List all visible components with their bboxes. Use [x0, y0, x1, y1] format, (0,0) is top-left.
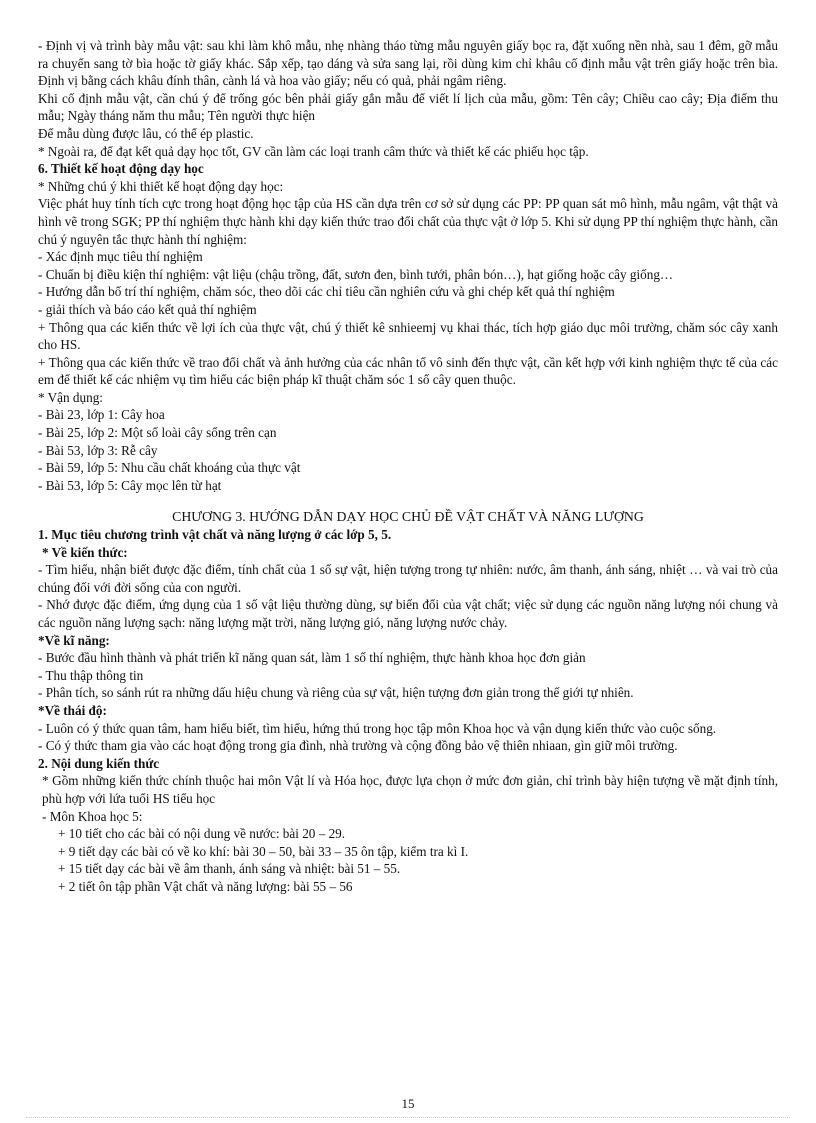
skill-item: - Bước đầu hình thành và phát triển kĩ năng quan sát, làm 1 số thí nghiệm, thực hành khoa học đơn giản	[38, 650, 586, 666]
footer-divider	[26, 1117, 790, 1118]
attitude-item: - Có ý thức tham gia vào các hoạt động trong gia đình, nhà trường và cộng đồng bảo vệ thiên nhiaan, gìn giữ môi trường.	[38, 738, 678, 754]
experiment-step: - Hướng dẫn bố trí thí nghiệm, chăm sóc, theo dõi các chỉ tiêu cần nghiên cứu và ghi chép kết quả thí nghiệm	[38, 284, 615, 300]
plus-point: + Thông qua các kiến thức về trao đổi chất và ảnh hưởng của các nhân tố vô sinh đến thực vật, cần kết hợp với kinh nghiệm thực tế của các em để thiết kế các nhiệm vụ tìm hiểu các biện pháp kĩ thuật chăm sóc 1 số cây quen thuộc.	[38, 354, 778, 388]
lesson-item: - Bài 23, lớp 1: Cây hoa	[38, 407, 165, 423]
apply-label: * Vận dụng:	[38, 389, 103, 405]
skills-label: *Về kĩ năng:	[38, 632, 110, 648]
section-heading-1: 1. Mục tiêu chương trình vật chất và năng lượng ở các lớp 5, 5.	[38, 527, 392, 543]
knowledge-label: * Về kiến thức:	[42, 544, 128, 560]
skill-item: - Phân tích, so sánh rút ra những dấu hiệu chung và riêng của sự vật, hiện tượng đơn giản trong thế giới tự nhiên.	[38, 685, 634, 701]
paragraph-plastic: Để mẫu dùng được lâu, có thể ép plastic.	[38, 125, 254, 141]
lesson-item: - Bài 53, lớp 5: Cây mọc lên từ hạt	[38, 477, 222, 493]
topic-item: + 9 tiết dạy các bài có về ko khí: bài 30 – 50, bài 33 – 35 ôn tập, kiểm tra kì I.	[58, 843, 469, 859]
document-page	[38, 37, 778, 896]
topic-item: + 2 tiết ôn tập phần Vật chất và năng lượng: bài 55 – 56	[58, 878, 353, 894]
page-number: 15	[401, 1096, 415, 1111]
experiment-step: - giải thích và báo cáo kết quả thí nghiệm	[38, 301, 257, 317]
knowledge-item: - Nhớ được đặc điểm, ứng dụng của 1 số vật liệu thường dùng, sự biến đổi của vật chất; việc sử dụng các nguồn năng lượng nói chung và các nguồn năng lượng sạch: năng lượng mặt trời, năng lượng gió, năng lượng nước chảy.	[38, 597, 778, 630]
paragraph-specimen-display: - Định vị và trình bày mẫu vật: sau khi làm khô mẫu, nhẹ nhàng tháo từng mẫu nguyên giấy bọc ra, đặt xuống nền nhà, sau 1 đêm, gỡ mẫu ra chuyển sang tờ bìa hoặc tờ giấy khác. Sắp xếp, tạo dáng và sửa sang lại, rồi dùng kim chỉ khâu cố định mẫu vật trên giấy hoặc trên bìa. Định vị bằng cách khâu đính thân, cành lá và hoa vào giấy; nếu có quả, phải ngâm riêng.	[38, 38, 778, 89]
section-heading-2: 2. Nội dung kiến thức	[38, 755, 160, 771]
subject-label: - Môn Khoa học 5:	[42, 808, 143, 824]
plus-point: + Thông qua các kiến thức về lợi ích của thực vật, chú ý thiết kê snhieemj vụ khai thác, tích hợp giáo dục môi trường, chăm sóc cây xanh cho HS.	[38, 319, 778, 353]
section-heading-6: 6. Thiết kế hoạt động dạy học	[38, 161, 204, 177]
paragraph-teaching-aids: * Ngoài ra, để đạt kết quả dạy học tốt, GV cần làm các loại tranh câm thức và thiết kế các phiếu học tập.	[38, 143, 589, 159]
content-intro: * Gồm những kiến thức chính thuộc hai môn Vật lí và Hóa học, được lựa chọn ở mức đơn giản, chỉ trình bày hiện tượng về mặt định tính, phù hợp với lứa tuổi HS tiểu học	[42, 773, 778, 806]
experiment-step: - Xác định mục tiêu thí nghiệm	[38, 249, 203, 265]
experiment-step: - Chuẩn bị điều kiện thí nghiệm: vật liệu (chậu trồng, đất, sươn đen, bình tưới, phân bón…), hạt giống hoặc cây giống…	[38, 266, 674, 282]
chapter-title: CHƯƠNG 3. HƯỚNG DẪN DẠY HỌC CHỦ ĐỀ VẬT CHẤT VÀ NĂNG LƯỢNG	[172, 509, 644, 525]
section6-note: * Những chú ý khi thiết kế hoạt động dạy học:	[38, 178, 284, 194]
attitude-item: - Luôn có ý thức quan tâm, ham hiểu biết, tìm hiểu, hứng thú trong học tập môn Khoa học và vận dụng kiến thức vào cuộc sống.	[38, 720, 717, 736]
lesson-item: - Bài 25, lớp 2: Một số loài cây sống trên cạn	[38, 425, 277, 441]
topic-item: + 15 tiết dạy các bài về âm thanh, ánh sáng và nhiệt: bài 51 – 55.	[58, 861, 401, 877]
section6-intro: Việc phát huy tính tích cực trong hoạt động học tập của HS cần dựa trên cơ sở sử dụng các PP: PP quan sát mô hình, mẫu ngâm, vật thật và hình vẽ trong SGK; PP thí nghiệm thực hành khi dạy kiến thức trao đổi chất của thực vật ở lớp 5. Khi sử dụng PP thí nghiệm thực hành, cần chú ý nguyên tắc thực hành thí nghiệm:	[38, 196, 778, 247]
lesson-item: - Bài 59, lớp 5: Nhu cầu chất khoáng của thực vật	[38, 460, 301, 476]
skill-item: - Thu thập thông tin	[38, 667, 144, 683]
lesson-item: - Bài 53, lớp 3: Rễ cây	[38, 442, 158, 458]
paragraph-specimen-label: Khi cố định mẫu vật, cần chú ý để trống góc bên phải giấy gắn mẫu để viết lí lịch của mẫu, gồm: Tên cây; Chiều cao cây; Địa điểm thu mẫu; Ngày tháng năm thu mẫu; Tên người thực hiện	[38, 90, 778, 124]
attitude-label: *Về thái độ:	[38, 702, 107, 718]
topic-item: + 10 tiết cho các bài có nội dung về nước: bài 20 – 29.	[58, 826, 346, 842]
knowledge-item: - Tìm hiểu, nhận biết được đặc điểm, tính chất của 1 số sự vật, hiện tượng trong tự nhiên: nước, âm thanh, ánh sáng, nhiệt … và vai trò của chúng đối với đời sống của con người.	[38, 562, 778, 595]
